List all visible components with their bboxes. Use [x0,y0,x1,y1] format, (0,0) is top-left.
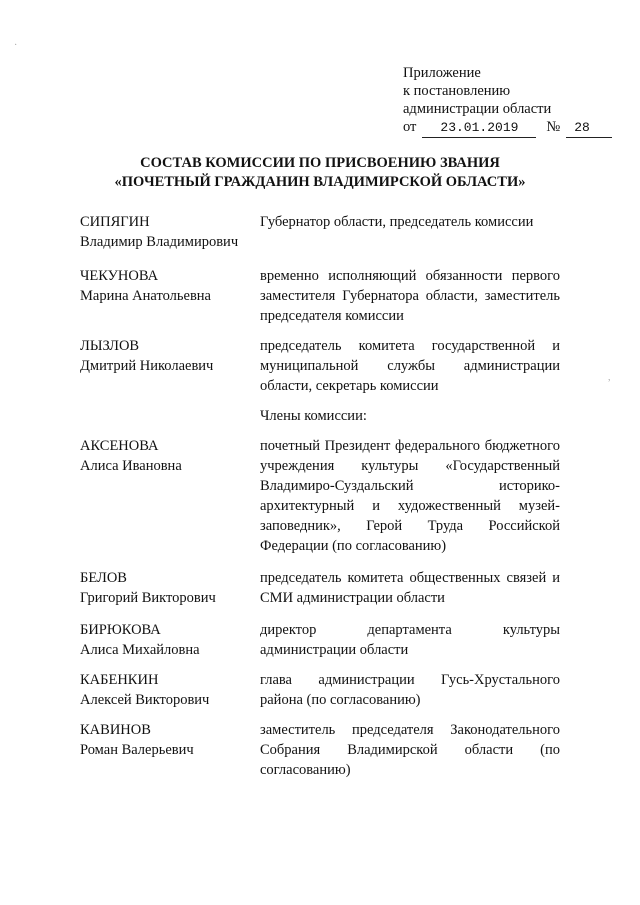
member-role: заместитель председателя Законодательного Собрания Владимирской области (по согласованию) [260,722,560,778]
member-given-name: Марина Анатольевна [80,288,211,304]
member-name [80,336,255,376]
member-surname: КАБЕНКИН [80,672,159,688]
member-name [80,266,255,306]
scan-mark: , [608,372,611,383]
member-role: Губернатор области, председатель комиссии [260,214,534,230]
member-surname: ЛЫЗЛОВ [80,338,140,354]
member-name [80,620,255,660]
document-title [100,154,540,192]
member-role: глава администрации Гусь-Хрустального района (по согласованию) [260,672,560,708]
decree-date: 23.01.2019 [422,119,536,138]
member-surname: КАВИНОВ [80,722,151,738]
member-surname: БИРЮКОВА [80,622,161,638]
member-surname: АКСЕНОВА [80,438,159,454]
members-heading: Члены комиссии: [260,408,367,424]
member-given-name: Роман Валерьевич [80,742,194,758]
member-given-name: Алиса Ивановна [80,458,182,474]
member-role: почетный Президент федерального бюджетного учреждения культуры «Государственный Владимиро-Суздальский историко-архитектурный и художественный музей-заповедник», Герой Труда Российской Федерации (по согласованию) [260,438,560,554]
member-name [80,670,255,710]
member-surname: ЧЕКУНОВА [80,268,159,284]
member-role: временно исполняющий обязанности первого заместителя Губернатора области, заместитель председателя комиссии [260,268,560,324]
number-sign: № [546,119,561,135]
appendix-line: к постановлению [403,83,511,99]
member-given-name: Григорий Викторович [80,590,216,606]
member-name [80,720,255,760]
member-name [80,436,255,476]
date-prefix: от [403,119,417,135]
decree-number: 28 [566,119,612,138]
member-given-name: Владимир Владимирович [80,234,239,250]
member-role: директор департамента культуры администрации области [260,622,560,658]
date-number-line [403,118,613,138]
title-line: «ПОЧЕТНЫЙ ГРАЖДАНИН ВЛАДИМИРСКОЙ ОБЛАСТИ» [114,174,526,190]
appendix-header [403,64,613,138]
member-name [80,212,255,252]
member-surname: БЕЛОВ [80,570,127,586]
member-role: председатель комитета общественных связей и СМИ администрации области [260,570,560,606]
scan-mark: · [14,40,18,51]
appendix-line: Приложение [403,65,481,81]
member-role: председатель комитета государственной и муниципальной службы администрации области, секретарь комиссии [260,338,560,394]
member-given-name: Алексей Викторович [80,692,210,708]
appendix-line: администрации области [403,101,552,117]
title-line: СОСТАВ КОМИССИИ ПО ПРИСВОЕНИЮ ЗВАНИЯ [140,155,500,171]
member-name [80,568,255,608]
member-surname: СИПЯГИН [80,214,150,230]
member-given-name: Дмитрий Николаевич [80,358,214,374]
member-given-name: Алиса Михайловна [80,642,200,658]
